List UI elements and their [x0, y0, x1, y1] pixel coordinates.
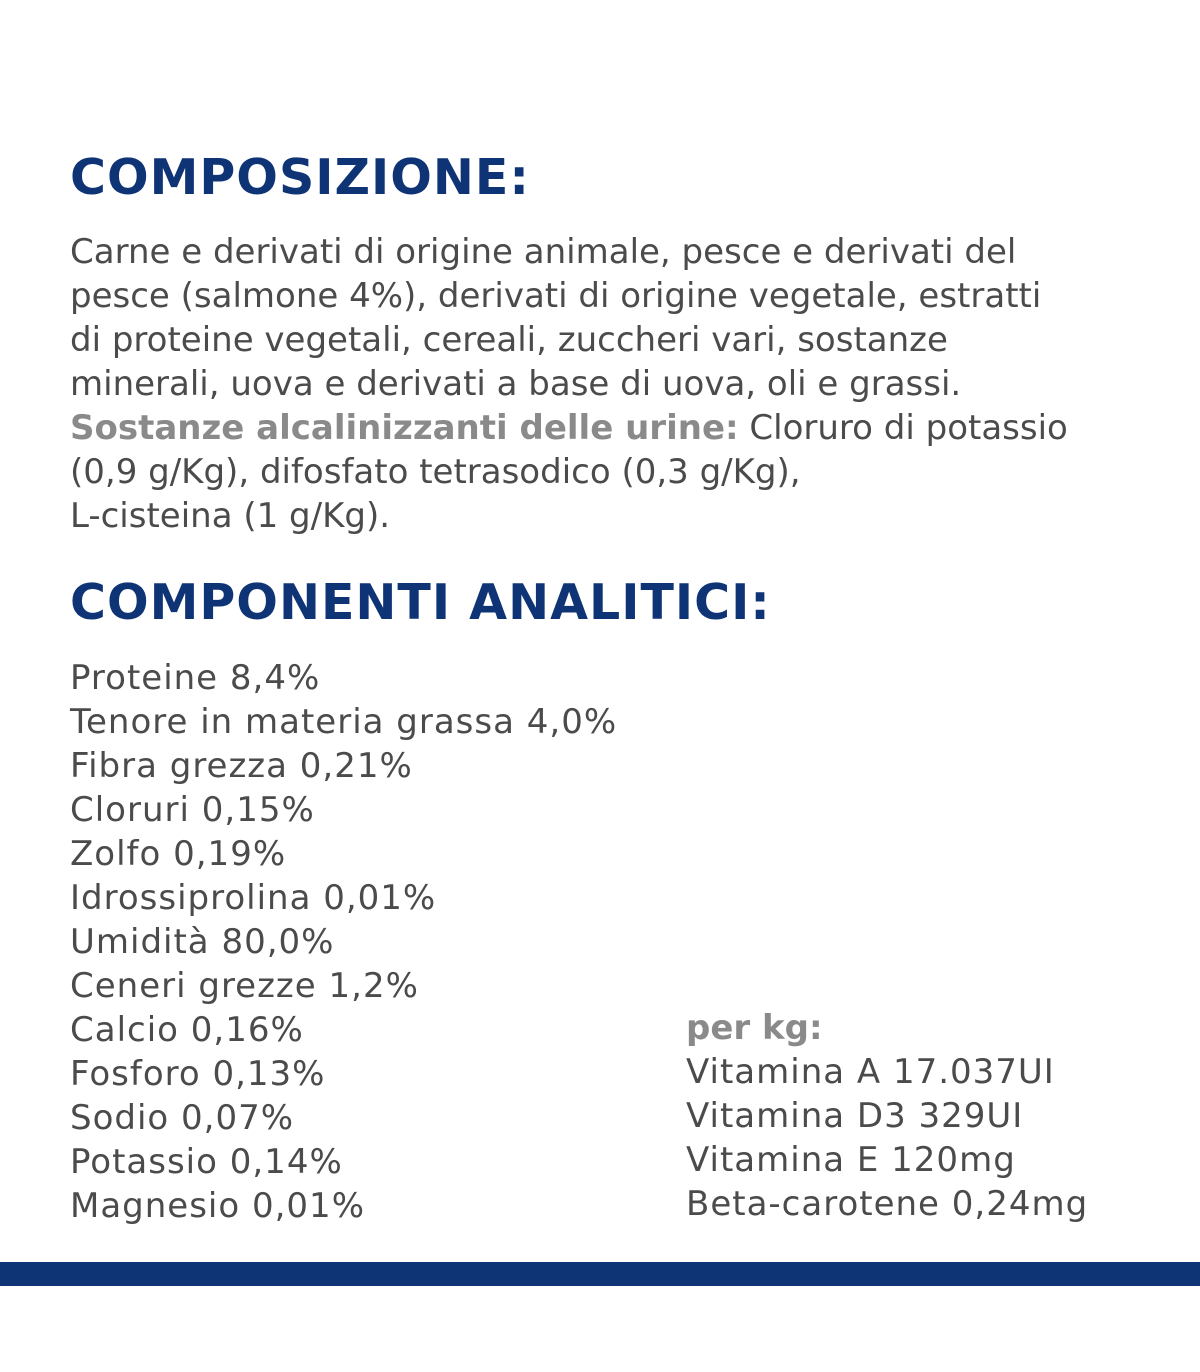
composizione-line: di proteine vegetali, cereali, zuccheri vari, sostanze	[70, 320, 948, 360]
alkaline-line: L-cisteina (1 g/Kg).	[70, 496, 391, 536]
list-item: Cloruri 0,15%	[70, 790, 315, 830]
componenti-heading: COMPONENTI ANALITICI:	[70, 574, 771, 631]
list-item: Sodio 0,07%	[70, 1098, 295, 1138]
list-item: Tenore in materia grassa 4,0%	[70, 702, 618, 742]
list-item: Ceneri grezze 1,2%	[70, 966, 419, 1006]
list-item: Zolfo 0,19%	[70, 834, 287, 874]
list-item: Vitamina A 17.037UI	[686, 1052, 1055, 1092]
list-item: Beta-carotene 0,24mg	[686, 1184, 1089, 1224]
composizione-line: Carne e derivati di origine animale, pesce e derivati del	[70, 232, 1017, 272]
alkaline-text: Cloruro di potassio	[738, 408, 1068, 448]
alkaline-line: (0,9 g/Kg), difosfato tetrasodico (0,3 g/Kg),	[70, 452, 801, 492]
bottom-bar	[0, 1262, 1200, 1286]
list-item: Proteine 8,4%	[70, 658, 321, 698]
composizione-text	[70, 230, 1170, 538]
list-item: Magnesio 0,01%	[70, 1186, 365, 1226]
composizione-heading: COMPOSIZIONE:	[70, 149, 530, 206]
list-item: Vitamina E 120mg	[686, 1140, 1016, 1180]
per-kg-label: per kg:	[686, 1008, 823, 1048]
alkaline-label: Sostanze alcalinizzanti delle urine:	[70, 408, 739, 448]
list-item: Idrossiprolina 0,01%	[70, 878, 437, 918]
list-item: Calcio 0,16%	[70, 1010, 304, 1050]
list-item: Umidità 80,0%	[70, 922, 335, 962]
list-item: Potassio 0,14%	[70, 1142, 343, 1182]
analytics-list	[70, 656, 617, 1228]
alkaline-line	[70, 406, 1170, 450]
composizione-line: pesce (salmone 4%), derivati di origine vegetale, estratti	[70, 276, 1042, 316]
composizione-line: minerali, uova e derivati a base di uova, oli e grassi.	[70, 364, 962, 404]
per-kg-list	[686, 1050, 1088, 1226]
list-item: Vitamina D3 329UI	[686, 1096, 1024, 1136]
list-item: Fibra grezza 0,21%	[70, 746, 413, 786]
list-item: Fosforo 0,13%	[70, 1054, 326, 1094]
